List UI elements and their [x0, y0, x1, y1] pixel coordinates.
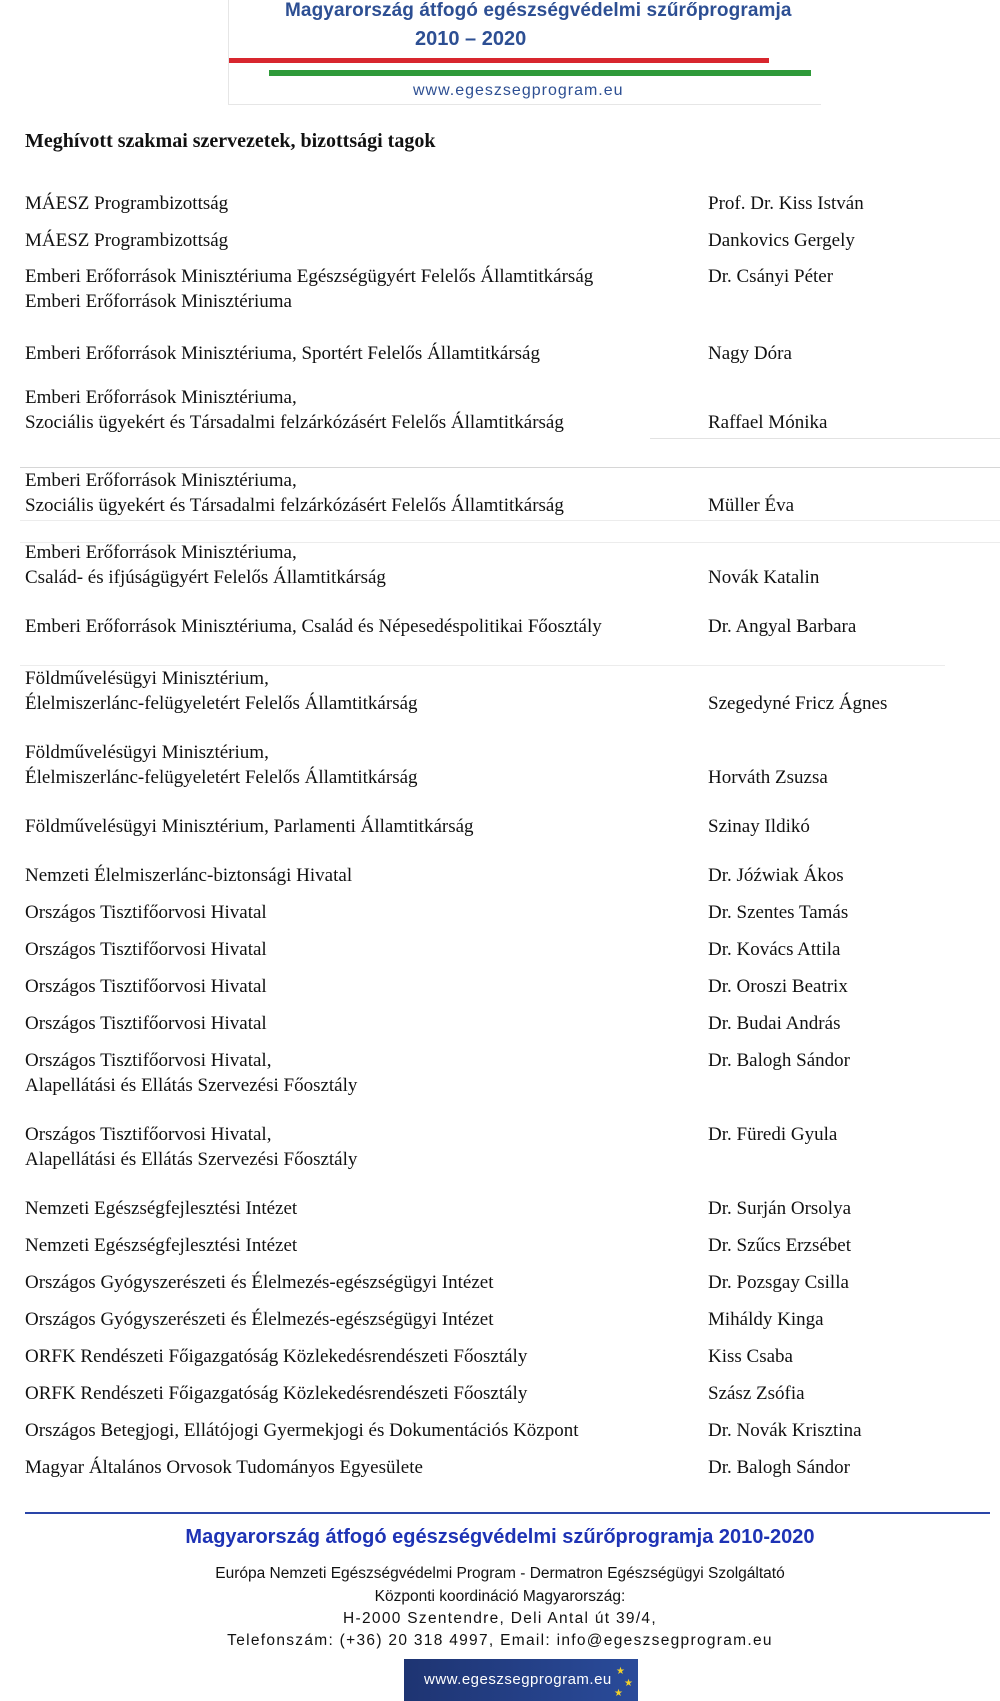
member-name: Dr. Surján Orsolya: [708, 1198, 852, 1219]
member-name: Dr. Angyal Barbara: [708, 616, 857, 637]
organization-line: Emberi Erőforrások Minisztériuma,: [25, 542, 297, 563]
organization-name: [25, 191, 705, 216]
organization-name: [25, 974, 705, 999]
organization-line: Országos Tisztifőorvosi Hivatal,: [25, 1050, 272, 1071]
organization-line: Országos Gyógyszerészeti és Élelmezés-egészségügyi Intézet: [25, 1309, 494, 1330]
organization-name: [25, 863, 705, 888]
header-years: 2010 – 2020: [415, 28, 527, 50]
member-name: Dankovics Gergely: [708, 230, 855, 251]
organization-name: [25, 740, 705, 790]
member-name: Dr. Csányi Péter: [708, 266, 834, 287]
member-name: Prof. Dr. Kiss István: [708, 193, 864, 214]
organization-line: Alapellátási és Ellátás Szervezési Főosztály: [25, 1149, 358, 1170]
member-name: Dr. Pozsgay Csilla: [708, 1272, 849, 1293]
organization-name: [25, 666, 705, 716]
organization-name: [25, 1307, 705, 1332]
member-name: Dr. Oroszi Beatrix: [708, 976, 848, 997]
organization-line: Országos Tisztifőorvosi Hivatal: [25, 976, 267, 997]
organization-line: ORFK Rendészeti Főigazgatóság Közlekedésrendészeti Főosztály: [25, 1346, 528, 1367]
organization-name: [25, 228, 705, 253]
footer-divider: [25, 1512, 990, 1514]
organization-line: Élelmiszerlánc-felügyeletért Felelős Államtitkárság: [25, 767, 418, 788]
member-name: Dr. Kovács Attila: [708, 939, 841, 960]
member-name: Dr. Jóźwiak Ákos: [708, 865, 844, 886]
member-name: Szinay Ildikó: [708, 816, 810, 837]
organization-name: [25, 1455, 705, 1480]
organization-name: [25, 385, 705, 435]
organization-line: Emberi Erőforrások Minisztériuma, Család és Népesedéspolitikai Főosztály: [25, 616, 602, 637]
footer-url-banner[interactable]: [404, 1659, 638, 1701]
header-title: Magyarország átfogó egészségvédelmi szűrőprogramja: [285, 0, 792, 21]
organization-line: Országos Betegjogi, Ellátójogi Gyermekjogi és Dokumentációs Központ: [25, 1420, 579, 1441]
organization-line: Élelmiszerlánc-felügyeletért Felelős Államtitkárság: [25, 693, 418, 714]
organization-line: Emberi Erőforrások Minisztériuma, Sportért Felelős Államtitkárság: [25, 343, 540, 364]
organization-name: [25, 814, 705, 839]
organization-name: [25, 614, 705, 639]
footer-title: Magyarország átfogó egészségvédelmi szűrőprogramja 2010-2020: [185, 1526, 815, 1548]
footer-address: H-2000 Szentendre, Deli Antal út 39/4,: [343, 1610, 657, 1627]
section-title: Meghívott szakmai szervezetek, bizottsági tagok: [25, 130, 436, 152]
organization-name: [25, 341, 705, 366]
member-name: Szegedyné Fricz Ágnes: [708, 693, 888, 714]
organization-name: [25, 1196, 705, 1221]
organization-line: Országos Gyógyszerészeti és Élelmezés-egészségügyi Intézet: [25, 1272, 494, 1293]
member-name: Szász Zsófia: [708, 1383, 805, 1404]
footer-banner-url[interactable]: www.egeszsegprogram.eu: [424, 1671, 612, 1688]
organization-line: Országos Tisztifőorvosi Hivatal: [25, 902, 267, 923]
organization-name: [25, 468, 705, 518]
member-name: Novák Katalin: [708, 567, 820, 588]
organization-name: [25, 937, 705, 962]
member-name: Kiss Csaba: [708, 1346, 793, 1367]
member-name: Dr. Szűcs Erzsébet: [708, 1235, 851, 1256]
member-name: Müller Éva: [708, 495, 795, 516]
organization-line: Nemzeti Egészségfejlesztési Intézet: [25, 1198, 298, 1219]
organization-name: [25, 1048, 705, 1098]
organization-name: [25, 1122, 705, 1172]
member-name: Dr. Balogh Sándor: [708, 1050, 850, 1071]
organization-name: [25, 540, 705, 590]
organization-name: [25, 1270, 705, 1295]
organization-name: [25, 264, 705, 314]
member-name: Dr. Novák Krisztina: [708, 1420, 862, 1441]
member-name: Miháldy Kinga: [708, 1309, 824, 1330]
organization-line: Országos Tisztifőorvosi Hivatal: [25, 939, 267, 960]
organization-line: Szociális ügyekért és Társadalmi felzárkózásért Felelős Államtitkárság: [25, 495, 564, 516]
organization-name: [25, 1233, 705, 1258]
organization-line: MÁESZ Programbizottság: [25, 193, 229, 214]
header-url-link[interactable]: www.egeszsegprogram.eu: [413, 82, 624, 99]
organization-line: Országos Tisztifőorvosi Hivatal: [25, 1013, 267, 1034]
footer-coordination: Központi koordináció Magyarország:: [374, 1588, 626, 1605]
organization-line: Emberi Erőforrások Minisztériuma Egészségügyért Felelős Államtitkárság: [25, 266, 594, 287]
member-name: Dr. Szentes Tamás: [708, 902, 849, 923]
footer-contact: Telefonszám: (+36) 20 318 4997, Email: info@egeszsegprogram.eu: [227, 1632, 773, 1649]
organization-line: Földművelésügyi Minisztérium,: [25, 668, 269, 689]
member-name: Dr. Budai András: [708, 1013, 841, 1034]
organization-line: Alapellátási és Ellátás Szervezési Főosztály: [25, 1075, 358, 1096]
organization-name: [25, 1418, 705, 1443]
organization-line: Szociális ügyekért és Társadalmi felzárkózásért Felelős Államtitkárság: [25, 412, 564, 433]
member-name: Raffael Mónika: [708, 412, 828, 433]
organization-line: Földművelésügyi Minisztérium, Parlamenti Államtitkárság: [25, 816, 474, 837]
organization-line: Országos Tisztifőorvosi Hivatal,: [25, 1124, 272, 1145]
organization-name: [25, 900, 705, 925]
organization-line: Emberi Erőforrások Minisztériuma,: [25, 470, 297, 491]
member-name: Dr. Füredi Gyula: [708, 1124, 838, 1145]
organization-line: Család- és ifjúságügyért Felelős Államtitkárság: [25, 567, 386, 588]
organization-line: ORFK Rendészeti Főigazgatóság Közlekedésrendészeti Főosztály: [25, 1383, 528, 1404]
organization-line: Magyar Általános Orvosok Tudományos Egyesülete: [25, 1457, 423, 1478]
organization-name: [25, 1011, 705, 1036]
organization-name: [25, 1381, 705, 1406]
organization-name: [25, 1344, 705, 1369]
eu-star-icon: ★: [614, 1688, 623, 1699]
member-name: Dr. Balogh Sándor: [708, 1457, 850, 1478]
eu-star-icon: ★: [624, 1678, 633, 1689]
organization-line: Nemzeti Élelmiszerlánc-biztonsági Hivatal: [25, 865, 353, 886]
organization-line: Nemzeti Egészségfejlesztési Intézet: [25, 1235, 298, 1256]
member-name: Horváth Zsuzsa: [708, 767, 828, 788]
organization-line: Földművelésügyi Minisztérium,: [25, 742, 269, 763]
organization-line: MÁESZ Programbizottság: [25, 230, 229, 251]
eu-star-icon: ★: [616, 1666, 625, 1677]
footer-organization: Európa Nemzeti Egészségvédelmi Program - Dermatron Egészségügyi Szolgáltató: [215, 1565, 785, 1582]
member-name: Nagy Dóra: [708, 343, 792, 364]
organization-line: Emberi Erőforrások Minisztériuma,: [25, 387, 297, 408]
organization-line: Emberi Erőforrások Minisztériuma: [25, 291, 292, 312]
